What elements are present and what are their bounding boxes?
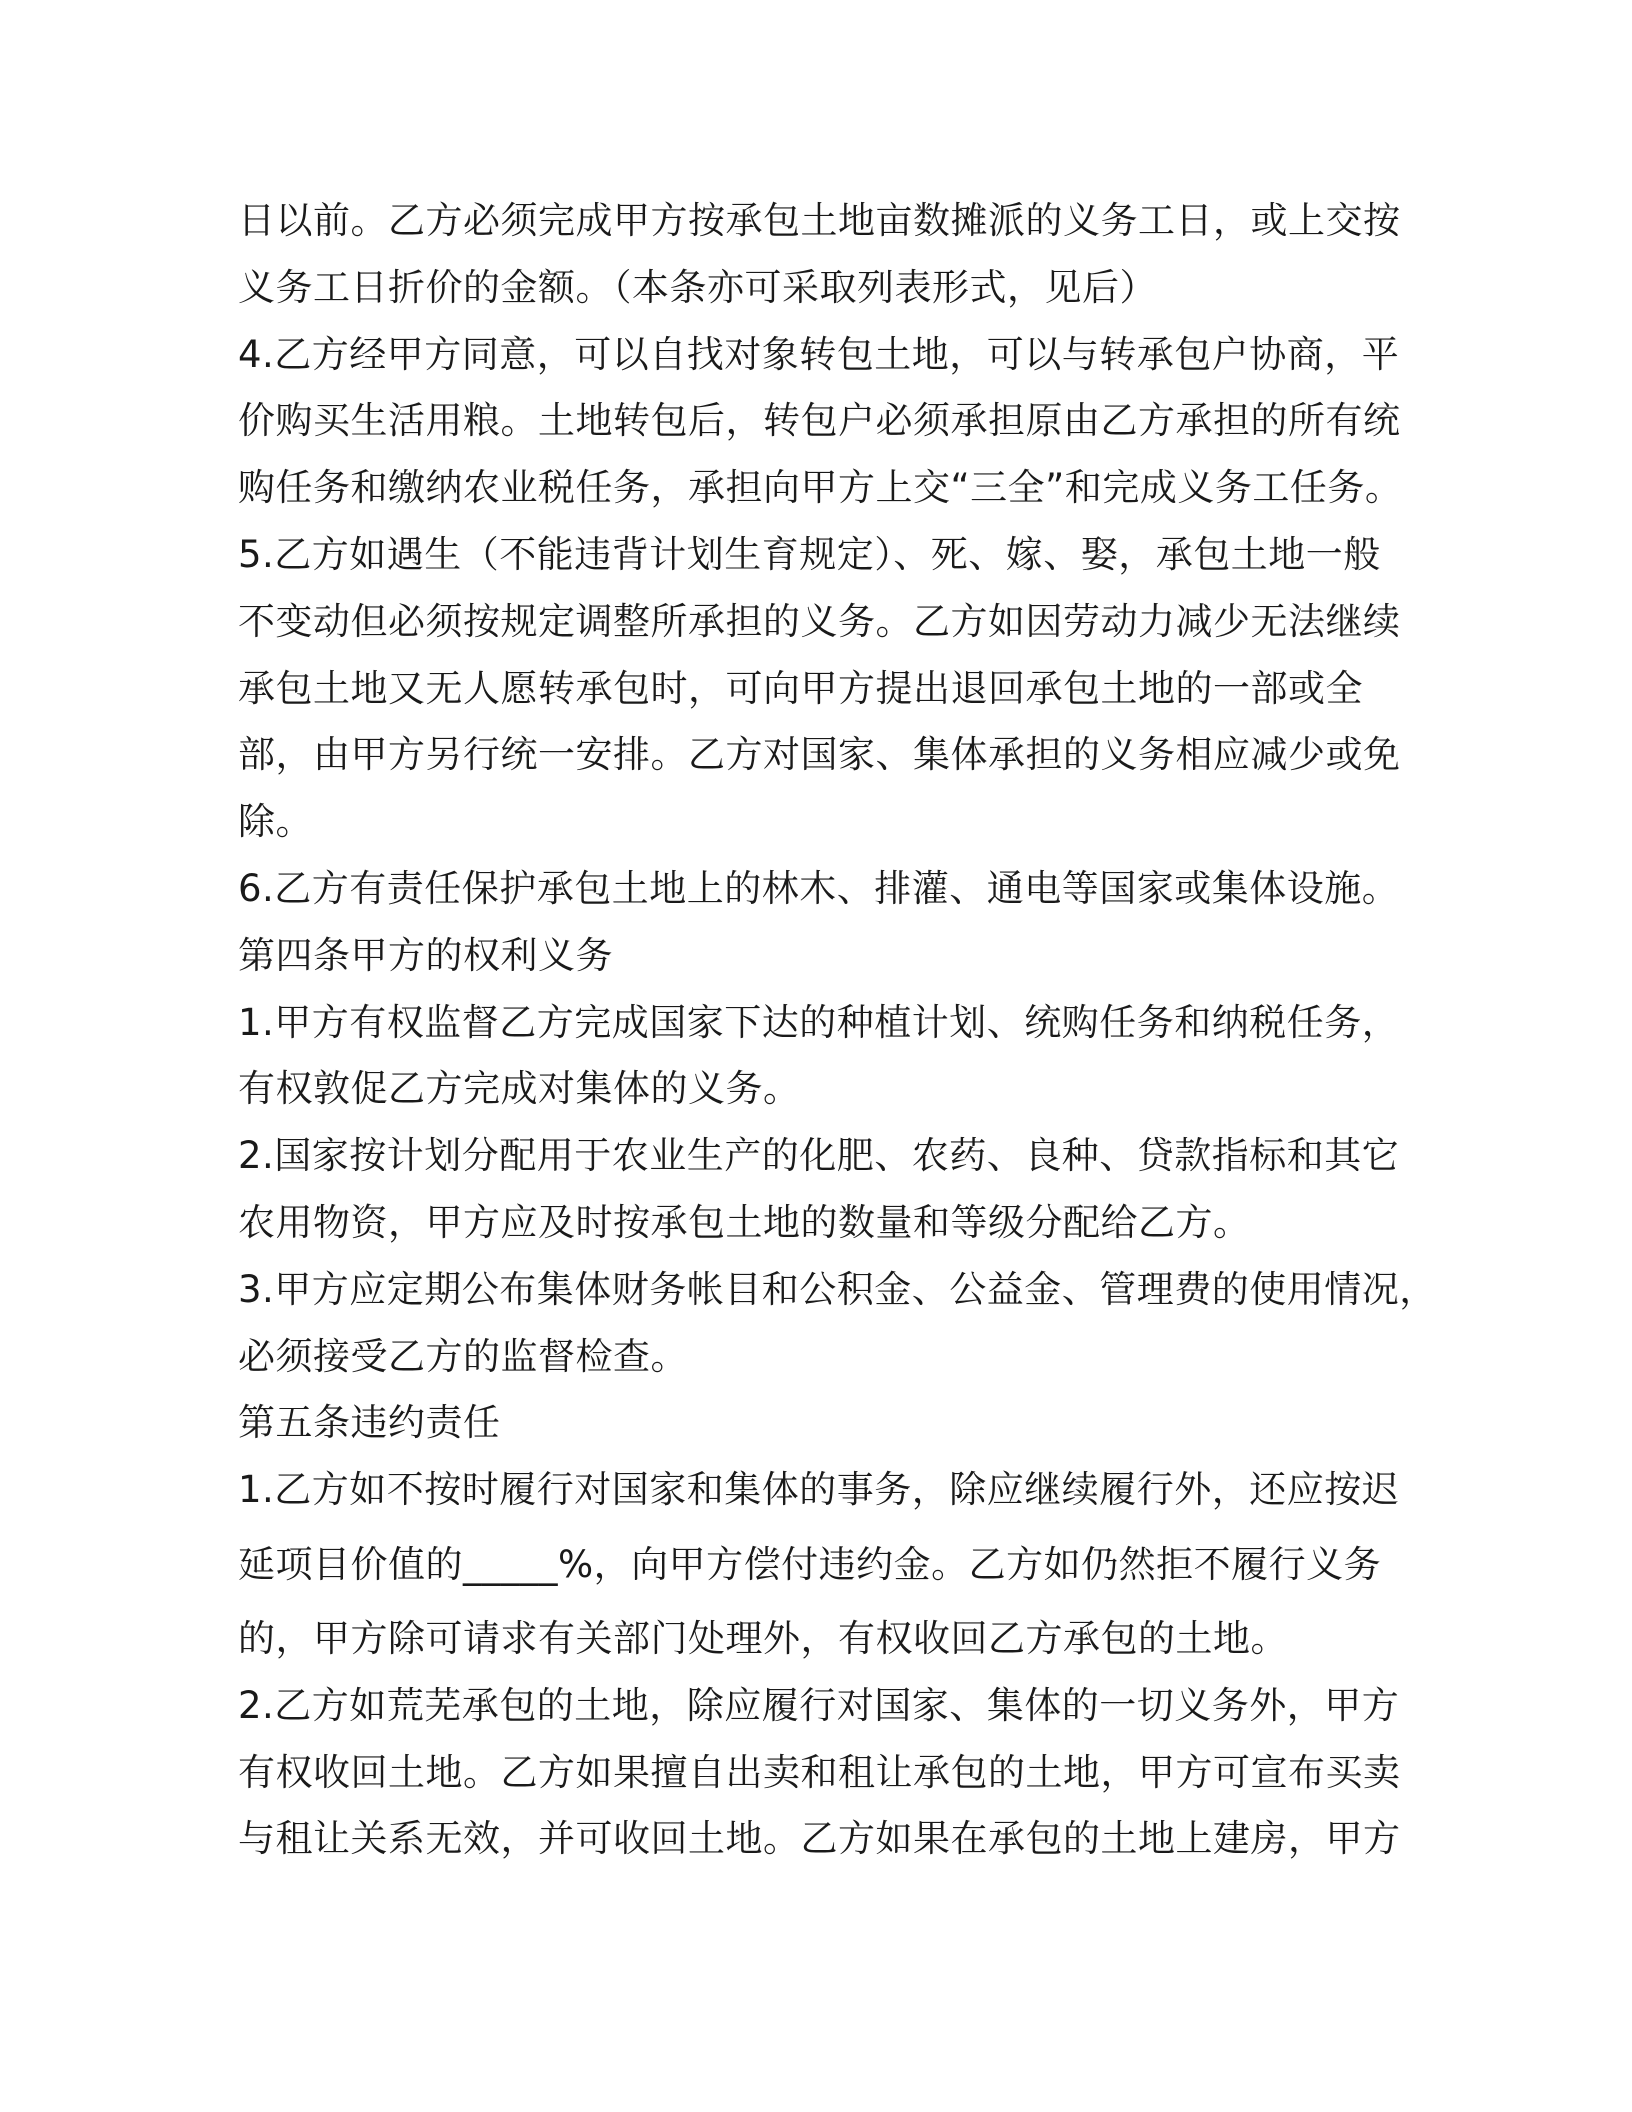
section-heading: 第四条甲方的权利义务 (238, 933, 613, 977)
text-line: 必须接受乙方的监督检查。 (238, 1334, 688, 1378)
document-body (238, 188, 1437, 1873)
text-line: 3.甲方应定期公布集体财务帐目和公积金、公益金、管理费的使用情况， (238, 1267, 1437, 1311)
text-line: 5.乙方如遇生（不能违背计划生育规定）、死、嫁、娶，承包土地一般 (238, 532, 1381, 576)
text-line: 2.乙方如荒芜承包的土地，除应履行对国家、集体的一切义务外，甲方 (238, 1683, 1400, 1727)
text-line: 除。 (238, 800, 313, 844)
text-line: 1.甲方有权监督乙方完成国家下达的种植计划、统购任务和纳税任务， (238, 1000, 1400, 1044)
text-line: 的，甲方除可请求有关部门处理外，有权收回乙方承包的土地。 (238, 1616, 1288, 1660)
text-line: 有权收回土地。乙方如果擅自出卖和租让承包的土地，甲方可宣布买卖 (238, 1750, 1401, 1794)
text-line: 义务工日折价的金额。（本条亦可采取列表形式，见后） (238, 265, 1157, 309)
text-line: 部，由甲方另行统一安排。乙方对国家、集体承担的义务相应减少或免 (238, 733, 1401, 777)
text-line: 2.国家按计划分配用于农业生产的化肥、农药、良种、贷款指标和其它 (238, 1134, 1400, 1178)
text-line: 6.乙方有责任保护承包土地上的林木、排灌、通电等国家或集体设施。 (238, 866, 1400, 910)
section-heading: 第五条违约责任 (238, 1401, 501, 1445)
text-line: 与租让关系无效，并可收回土地。乙方如果在承包的土地上建房，甲方 (238, 1817, 1401, 1861)
text-line: 4.乙方经甲方同意，可以自找对象转包土地，可以与转承包户协商，平 (238, 332, 1400, 376)
text-line: 价购买生活用粮。土地转包后，转包户必须承担原由乙方承担的所有统 (238, 399, 1401, 443)
text-line: 承包土地又无人愿转承包时，可向甲方提出退回承包土地的一部或全 (238, 666, 1363, 710)
text-line: 农用物资，甲方应及时按承包土地的数量和等级分配给乙方。 (238, 1200, 1251, 1244)
text-line: 购任务和缴纳农业税任务，承担向甲方上交“三全”和完成义务工任务。 (238, 466, 1403, 510)
text-line: 日以前。乙方必须完成甲方按承包土地亩数摊派的义务工日，或上交按 (238, 199, 1401, 242)
text-line: 有权敦促乙方完成对集体的义务。 (238, 1067, 801, 1111)
text-line: 不变动但必须按规定调整所承担的义务。乙方如因劳动力减少无法继续 (238, 599, 1401, 643)
text-line: 1.乙方如不按时履行对国家和集体的事务，除应继续履行外，还应按迟 (238, 1468, 1400, 1512)
text-line: 延项目价值的_____%，向甲方偿付违约金。乙方如仍然拒不履行义务 (238, 1542, 1382, 1586)
